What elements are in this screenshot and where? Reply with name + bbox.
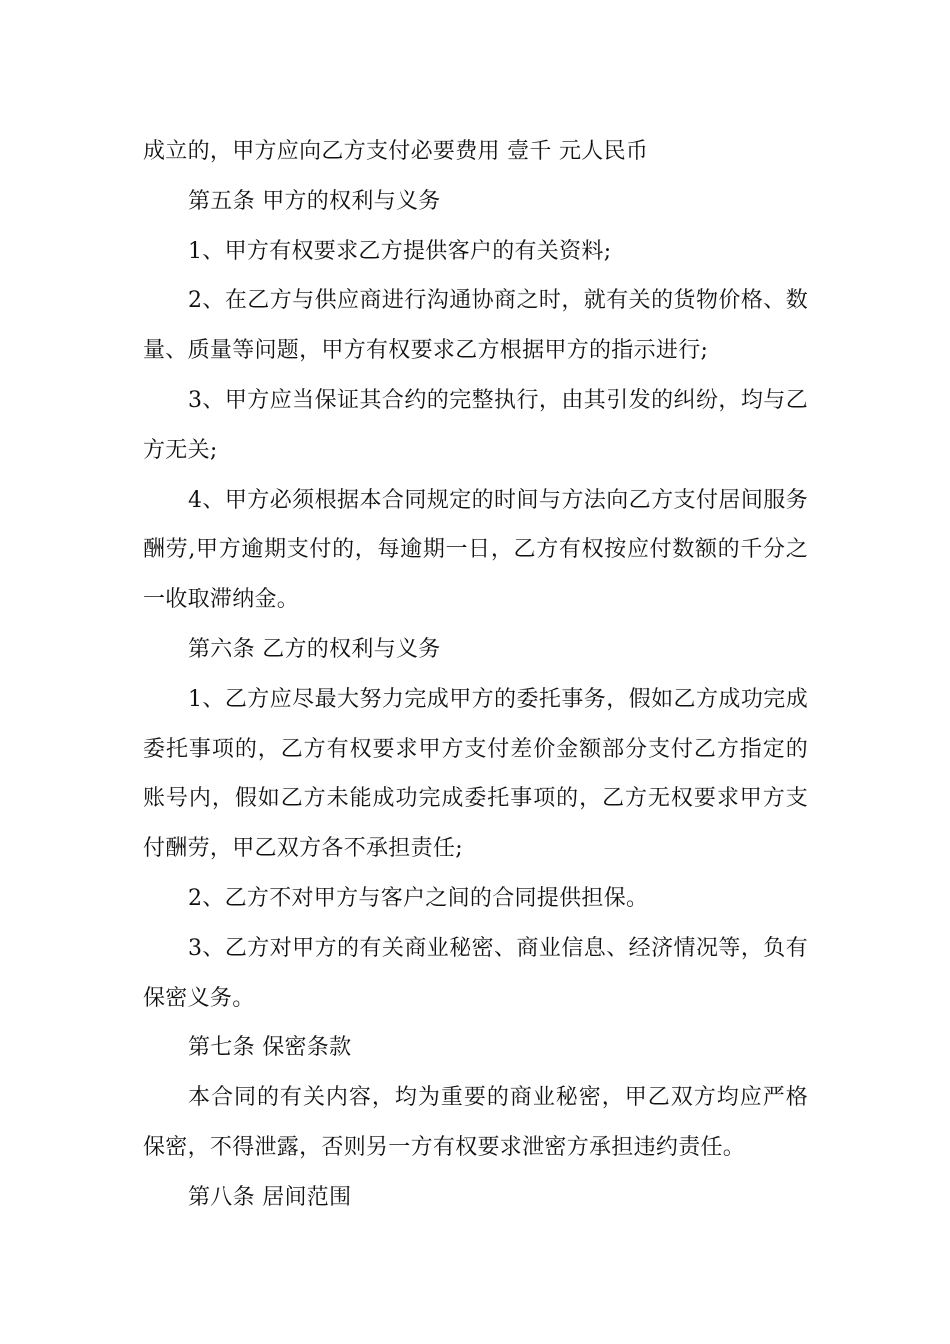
article-7-body: 本合同的有关内容，均为重要的商业秘密，甲乙双方均应严格保密，不得泄露，否则另一方有权要求泄密方承担违约责任。 — [143, 1085, 808, 1160]
article-6-heading: 第六条 乙方的权利与义务 — [188, 636, 441, 662]
article-5-heading: 第五条 甲方的权利与义务 — [188, 188, 441, 214]
article-5-item-4: 4、甲方必须根据本合同规定的时间与方法向乙方支付居间服务酬劳,甲方逾期支付的，每逾期一日，乙方有权按应付数额的千分之一收取滞纳金。 — [143, 487, 808, 613]
article-7-heading: 第七条 保密条款 — [188, 1035, 352, 1061]
paragraph-continuation: 成立的，甲方应向乙方支付必要费用 壹千 元人民币 — [143, 139, 649, 164]
article-8-heading: 第八条 居间范围 — [188, 1184, 352, 1210]
article-6-item-1: 1、乙方应尽最大努力完成甲方的委托事务，假如乙方成功完成委托事项的，乙方有权要求甲方支付差价金额部分支付乙方指定的账号内，假如乙方未能成功完成委托事项的，乙方无权要求甲方支付酬劳，甲乙双方各不承担责任; — [143, 686, 808, 862]
article-5-item-1: 1、甲方有权要求乙方提供客户的有关资料; — [188, 238, 612, 264]
article-5-item-3: 3、甲方应当保证其合约的完整执行，由其引发的纠纷，均与乙方无关; — [143, 387, 808, 463]
article-6-item-3: 3、乙方对甲方的有关商业秘密、商业信息、经济情况等，负有保密义务。 — [143, 935, 808, 1011]
contract-body — [143, 127, 808, 1223]
article-5-item-2: 2、在乙方与供应商进行沟通协商之时，就有关的货物价格、数量、质量等问题，甲方有权要求乙方根据甲方的指示进行; — [143, 288, 808, 364]
article-6-item-2: 2、乙方不对甲方与客户之间的合同提供担保。 — [188, 885, 649, 911]
